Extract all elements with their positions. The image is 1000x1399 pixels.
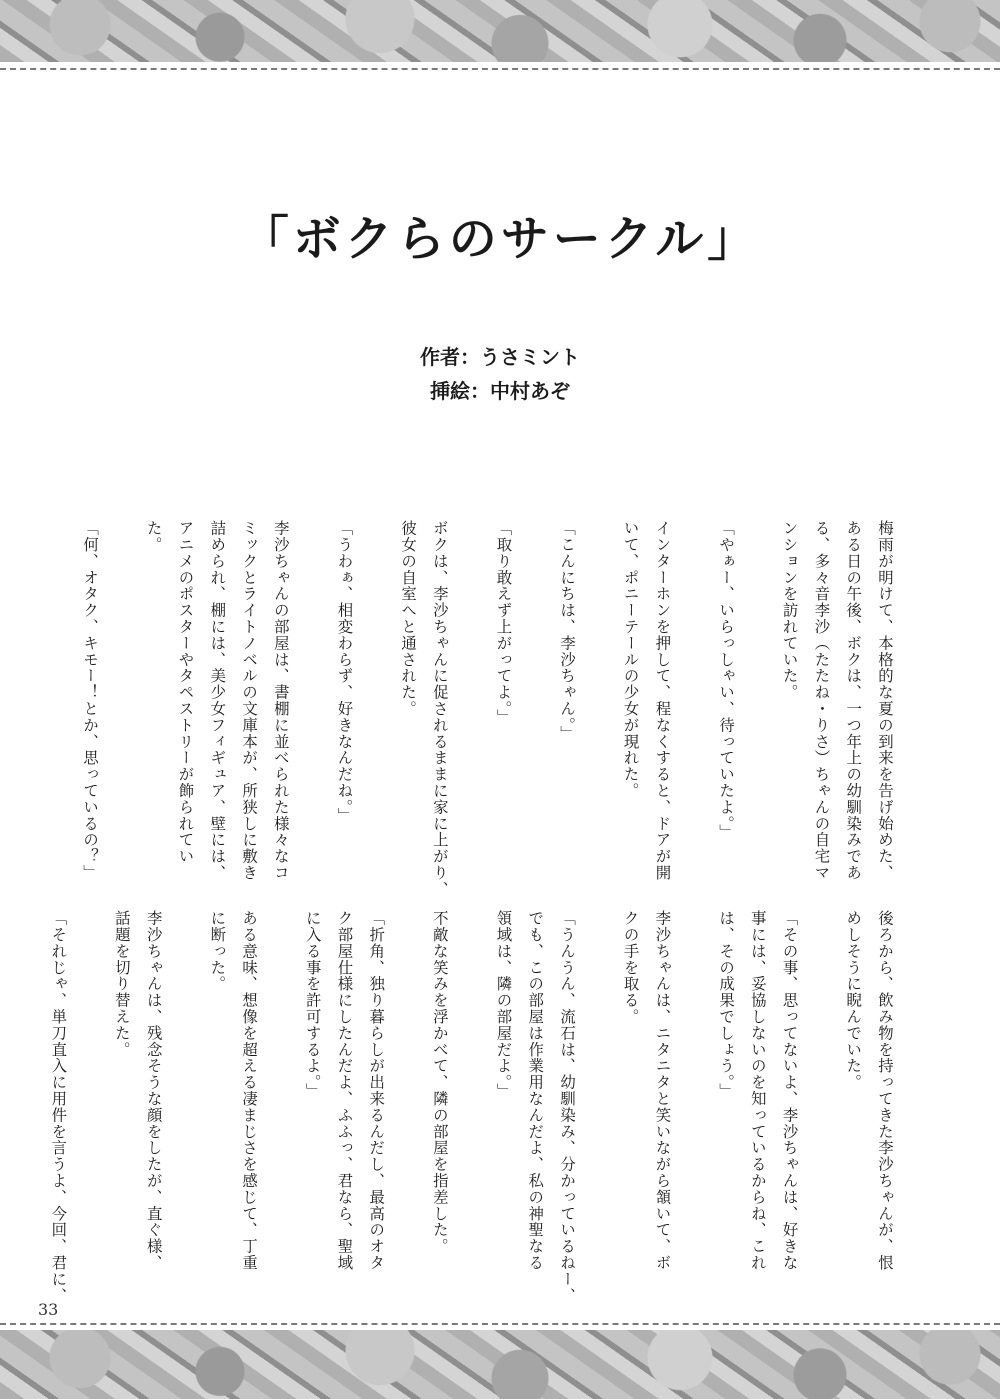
story-line: 李沙ちゃんは、ニタニタと笑いながら頷いて、ボ (653, 910, 672, 1271)
story-line (391, 910, 423, 1310)
story-line (73, 910, 105, 1310)
story-line (264, 910, 296, 1310)
story-line: 「うわぁ、相変わらず、好きなんだね。」 (335, 520, 354, 824)
story-line: 「うんうん、流石は、幼馴染み、分かっているねー、 (558, 910, 577, 1304)
story-line: に入る事を許可するよ。」 (303, 910, 322, 1100)
story-line: ンションを訪れていた。 (780, 520, 799, 701)
story-line (582, 520, 614, 920)
story-line: 事には、妥協しないのを知っているからね、これ (748, 910, 767, 1271)
story-line: 「その事、思ってないよ、李沙ちゃんは、好きな (780, 910, 799, 1271)
story-line (105, 520, 137, 920)
story-line: 「やぁー、いらっしゃい、待っていたよ。」 (717, 520, 736, 841)
story-line: 「取り敢えず上がってよ。」 (494, 520, 513, 726)
story-line: でも、この部屋は作業用なんだよ、私の神聖なる (526, 910, 545, 1271)
story-line (455, 910, 487, 1310)
story-line (677, 910, 709, 1310)
decorative-header-band (0, 0, 1000, 62)
story-line (169, 910, 201, 1310)
story-title: 「ボクらのサークル」 (240, 211, 760, 267)
story-line: 詰められ、棚には、美少女フィギュア、壁には、 (208, 520, 227, 881)
story-line: めしそうに睨んでいた。 (844, 910, 863, 1091)
story-line: ク部屋仕様にしたんだよ、ふふっ、君なら、聖域 (335, 910, 354, 1271)
story-line: 梅雨が明けて、本格的な夏の到来を告げ始めた、 (876, 520, 894, 881)
story-line: クの手を取る。 (621, 910, 640, 1025)
story-line: 李沙ちゃんの部屋は、書棚に並べられた様々なコ (271, 520, 290, 881)
story-line (582, 910, 614, 1310)
story-line (359, 520, 391, 920)
story-line: ボクは、李沙ちゃんに促されるままに家に上がり、 (430, 520, 449, 898)
story-text-lower (49, 910, 900, 1310)
header-dashed-rule (0, 68, 1000, 70)
story-line (677, 520, 709, 920)
story-line: ミックとライトノベルの文庫本が、所狭しに敷き (240, 520, 259, 881)
illustrator-credit: 挿絵：中村あぞ (430, 379, 570, 403)
story-line: 領域は、隣の部屋だよ。」 (494, 910, 513, 1100)
footer-dashed-rule (0, 1323, 1000, 1325)
story-line: 話題を切り替えた。 (112, 910, 131, 1058)
story-line: 後ろから、飲み物を持ってきた李沙ちゃんが、恨 (876, 910, 894, 1271)
story-line (296, 520, 328, 920)
page-number: 33 (38, 1300, 59, 1319)
story-line (518, 520, 550, 920)
decorative-footer-band (0, 1330, 1000, 1399)
story-line: 「それじゃ、単刀直入に用件を言うよ、今回、君に、 (49, 910, 68, 1304)
story-line: 不敵な笑みを浮かべて、隣の部屋を指差した。 (430, 910, 449, 1255)
story-line: 「こんにちは、李沙ちゃん。」 (558, 520, 577, 742)
story-line: アニメのポスターやタペストリーが飾られてい (176, 520, 195, 865)
story-line (805, 910, 837, 1310)
credits (0, 340, 1000, 408)
author-credit: 作者：うさミント (420, 345, 580, 369)
story-line: ある意味、想像を超える凄まじさを感じて、丁重 (240, 910, 259, 1271)
story-line: 李沙ちゃんは、残念そうな顔をしたが、直ぐ様、 (144, 910, 163, 1271)
story-line (741, 520, 773, 920)
story-line: いて、ポニーテールの少女が現れた。 (621, 520, 640, 799)
story-line (455, 520, 487, 920)
story-line: 「何、オタク、キモー！とか、思っているの？」 (81, 520, 100, 881)
story-line: インターホンを押して、程なくすると、ドアが開 (653, 520, 672, 881)
story-line: 彼女の自室へと通された。 (399, 520, 418, 717)
story-line: に断った。 (208, 910, 227, 992)
story-line: た。 (144, 520, 163, 553)
story-line: 「折角、独り暮らしが出来るんだし、最高のオタ (367, 910, 386, 1271)
story-line: は、その成果でしょう。」 (717, 910, 736, 1100)
story-line: ある日の午後、ボクは、一つ年上の幼馴染みであ (844, 520, 863, 881)
story-text-upper (81, 520, 900, 920)
story-line: る、多々音李沙（たたね・りさ）ちゃんの自宅マ (812, 520, 831, 881)
